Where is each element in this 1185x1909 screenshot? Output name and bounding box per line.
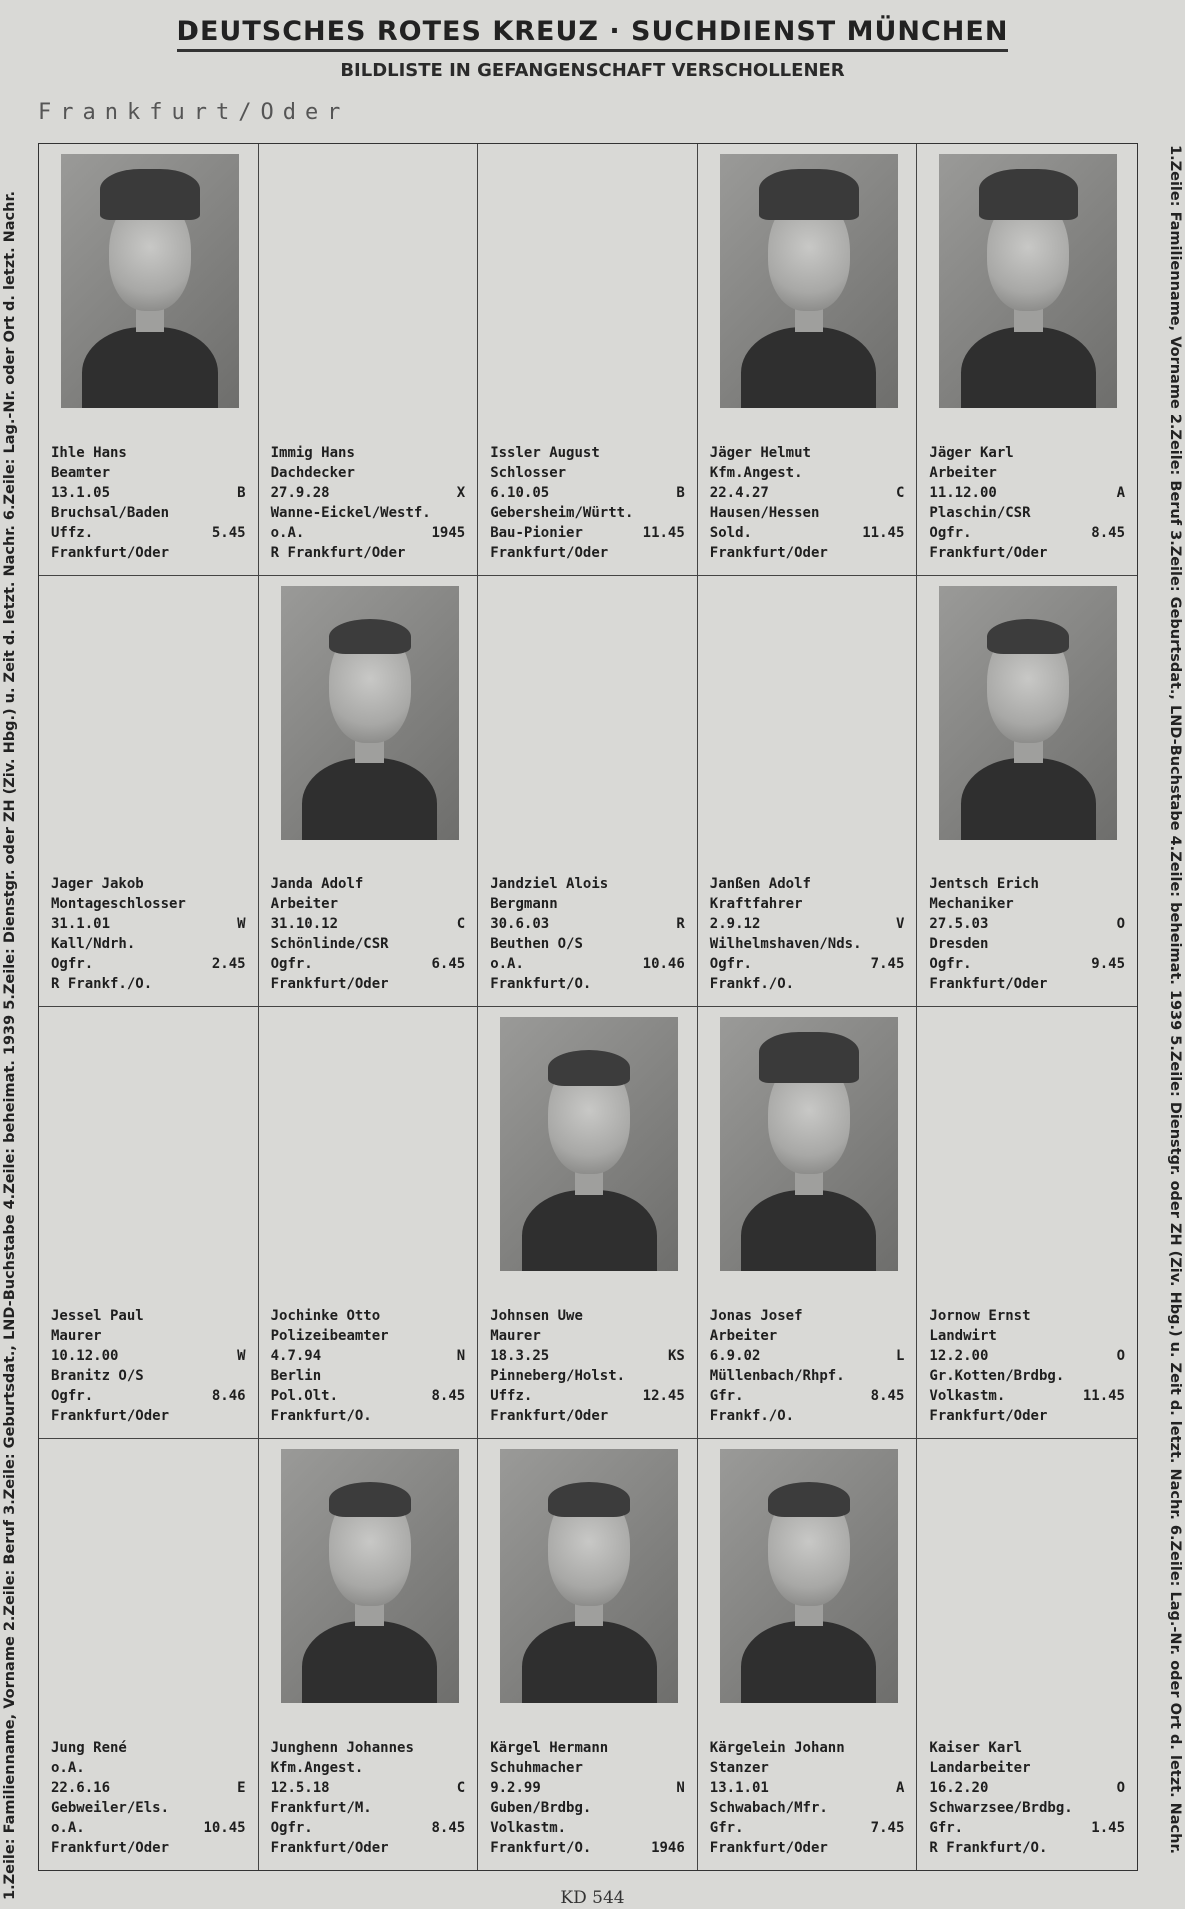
person-hometown: Beuthen O/S [490,936,583,952]
person-card [39,144,259,576]
portrait-photo [939,154,1117,408]
person-lnd-letter: E [237,1780,246,1796]
person-name: Janßen Adolf [709,876,811,892]
person-hometown: Branitz O/S [51,1367,144,1384]
person-name: Kärgel Hermann [490,1740,609,1756]
person-info [929,874,1125,994]
person-name: Janda Adolf [270,876,364,892]
portrait-photo [720,154,898,408]
person-occupation: Arbeiter [709,1327,778,1344]
person-card [39,1007,259,1439]
person-grid [38,143,1138,1871]
person-last-news-place: Frankfurt/Oder [929,1407,1048,1424]
person-last-news-place: Frankfurt/Oder [270,1840,389,1856]
person-last-news-time: 8.45 [431,1387,466,1404]
person-hometown: Hausen/Hessen [709,504,820,521]
person-rank: Ogfr. [51,956,94,972]
person-last-news-time: 10.46 [642,956,685,972]
person-hometown: Schwarzsee/Brdbg. [929,1800,1073,1816]
portrait-photo [500,1449,678,1703]
person-occupation: Arbeiter [929,464,997,481]
person-last-news-time: 7.45 [870,956,905,972]
person-lnd-letter: O [1116,916,1125,932]
person-birthdate: 6.10.05 [490,484,550,501]
person-rank: o.A. [490,956,524,972]
person-lnd-letter: C [895,484,905,501]
person-card [478,144,698,576]
person-birthdate: 30.6.03 [490,916,550,932]
person-name: Jäger Karl [929,444,1014,461]
person-birthdate: 12.5.18 [270,1780,330,1796]
person-occupation: Bergmann [490,896,558,912]
footer-code: KD 544 [560,1888,625,1908]
person-birthdate: 13.1.01 [709,1780,769,1796]
person-birthdate: 13.1.05 [51,484,111,501]
portrait-photo [720,1449,898,1703]
person-rank: o.A. [51,1820,85,1836]
person-last-news-time: 8.45 [870,1387,905,1404]
person-occupation: Mechaniker [929,896,1014,912]
person-name: Jornow Ernst [929,1307,1031,1324]
person-occupation: Dachdecker [270,464,355,481]
person-lnd-letter: C [456,1780,466,1796]
person-occupation: Stanzer [709,1760,769,1776]
person-name: Jonas Josef [709,1307,803,1324]
person-occupation: Kfm.Angest. [709,464,803,481]
person-last-news-place: Frankfurt/Oder [51,1840,170,1856]
person-last-news-place: Frankfurt/Oder [51,544,170,561]
person-lnd-letter: W [237,1347,246,1364]
person-card [917,144,1137,576]
person-lnd-letter: N [456,1347,466,1364]
person-name: Jung René [51,1740,127,1756]
person-occupation: Montageschlosser [51,896,186,912]
person-last-news-time: 8.46 [211,1387,246,1404]
person-info [710,1738,905,1858]
person-name: Johnsen Uwe [490,1307,583,1324]
person-lnd-letter: B [237,484,246,501]
person-card [259,1439,479,1871]
person-last-news-place: Frankfurt/O. [490,976,592,992]
person-occupation: Maurer [490,1327,541,1344]
person-last-news-place: Frankfurt/Oder [490,1407,609,1424]
person-last-news-time: 9.45 [1091,956,1125,972]
person-card [698,1439,918,1871]
person-rank: Ogfr. [270,956,313,972]
person-birthdate: 22.6.16 [51,1780,111,1796]
person-name: Jochinke Otto [270,1307,381,1324]
person-hometown: Dresden [929,936,989,952]
person-rank: o.A. [270,524,305,541]
person-last-news-time: 10.45 [203,1820,246,1836]
person-hometown: Schönlinde/CSR [270,936,389,952]
person-info [271,1738,466,1858]
person-birthdate: 4.7.94 [270,1347,322,1364]
person-birthdate: 18.3.25 [490,1347,550,1364]
person-lnd-letter: O [1116,1347,1125,1364]
person-last-news-place: Frankf./O. [709,976,795,992]
person-card [478,1439,698,1871]
person-last-news-time: 2.45 [211,956,246,972]
person-lnd-letter: C [456,916,466,932]
document-subtitle: BILDLISTE IN GEFANGENSCHAFT VERSCHOLLENER [340,60,845,81]
person-last-news-place: Frankfurt/Oder [709,1840,828,1856]
person-birthdate: 9.2.99 [490,1780,541,1796]
person-info [51,874,246,994]
person-info [490,1306,685,1426]
person-card [917,1439,1137,1871]
person-rank: Gfr. [929,1820,964,1836]
person-last-news-time: 8.45 [431,1820,466,1836]
person-name: Jäger Helmut [709,444,811,461]
person-rank: Ogfr. [51,1387,94,1404]
person-last-news-time: 11.45 [642,524,685,541]
person-birthdate: 27.5.03 [929,916,989,932]
person-last-news-place: Frankfurt/Oder [51,1407,170,1424]
person-last-news-place: R Frankfurt/Oder [270,544,406,561]
person-name: Issler August [490,444,600,461]
person-card [478,576,698,1008]
person-rank: Ogfr. [270,1820,313,1836]
person-card [698,576,918,1008]
person-hometown: Gebersheim/Württ. [490,504,634,521]
person-occupation: o.A. [51,1760,85,1776]
person-last-news-time: 12.45 [642,1387,685,1404]
person-hometown: Kall/Ndrh. [51,936,136,952]
person-hometown: Guben/Brdbg. [490,1800,592,1816]
person-lnd-letter: V [895,916,905,932]
person-occupation: Schlosser [490,464,567,481]
person-occupation: Maurer [51,1327,102,1344]
person-last-news-year: 1946 [651,1840,685,1856]
person-name: Jentsch Erich [929,876,1039,892]
person-name: Kaiser Karl [929,1740,1023,1756]
person-lnd-letter: N [676,1780,685,1796]
person-name: Jessel Paul [51,1307,144,1324]
person-hometown: Gr.Kotten/Brdbg. [929,1367,1065,1384]
person-info [490,1738,685,1858]
person-info [51,443,246,563]
person-lnd-letter: R [676,916,685,932]
person-last-news-time: 11.45 [1082,1387,1125,1404]
person-last-news-time: 8.45 [1091,524,1125,541]
person-hometown: Wanne-Eickel/Westf. [270,504,431,521]
person-last-news-place: Frankfurt/O. [270,1407,372,1424]
person-rank: Gfr. [709,1820,744,1836]
person-card [478,1007,698,1439]
person-lnd-letter: A [895,1780,905,1796]
person-birthdate: 27.9.28 [270,484,330,501]
person-card [259,576,479,1008]
person-lnd-letter: W [237,916,246,932]
person-occupation: Beamter [51,464,111,481]
person-last-news-time: 1945 [431,524,466,541]
person-rank: Sold. [709,524,752,541]
person-last-news-place: Frankfurt/Oder [929,544,1048,561]
person-info [710,1306,905,1426]
person-last-news-place: Frankfurt/Oder [490,544,609,561]
person-last-news-place: R Frankfurt/O. [929,1840,1048,1856]
person-hometown: Bruchsal/Baden [51,504,170,521]
person-rank: Ogfr. [929,524,972,541]
person-hometown: Müllenbach/Rhpf. [709,1367,845,1384]
portrait-photo [939,586,1117,840]
city-heading: Frankfurt/Oder [38,100,350,125]
portrait-photo [500,1017,678,1271]
person-name: Immig Hans [270,444,355,461]
person-last-news-time: 1.45 [1091,1820,1125,1836]
person-name: Jandziel Alois [490,876,609,892]
person-info [51,1306,246,1426]
person-hometown: Berlin [270,1367,322,1384]
person-card [917,576,1137,1008]
person-last-news-place: Frankf./O. [709,1407,795,1424]
person-occupation: Landarbeiter [929,1760,1031,1776]
document-title: DEUTSCHES ROTES KREUZ · SUCHDIENST MÜNCHEN [0,16,1185,47]
person-last-news-place: Frankfurt/Oder [929,976,1048,992]
person-last-news-place: R Frankf./O. [51,976,153,992]
person-occupation: Kraftfahrer [709,896,803,912]
side-legend-right: 1.Zeile: Familienname, Vorname 2.Zeile: Beruf 3.Zeile: Geburtsdat., LND-Buchstabe 4.Zeile: beheimat. 1939 5.Zeile: Dienstgr. oder ZH (Ziv. Hbg.) u. Zeit d. letzt. Nachr. 6.Zeile: Lag.-Nr. oder Ort d. letzt. Nachr. [1167,145,1183,1855]
person-rank: Ogfr. [709,956,752,972]
person-card [39,576,259,1008]
person-rank: Bau-Pionier [490,524,583,541]
person-birthdate: 16.2.20 [929,1780,989,1796]
person-info [929,1738,1125,1858]
person-info [271,443,466,563]
person-name: Ihle Hans [51,444,127,461]
person-rank: Volkastm. [929,1387,1006,1404]
person-name: Kärgelein Johann [709,1740,845,1756]
person-last-news-time: 7.45 [870,1820,905,1836]
person-occupation: Landwirt [929,1327,997,1344]
person-rank: Uffz. [51,524,94,541]
portrait-photo [281,1449,459,1703]
person-lnd-letter: L [895,1347,905,1364]
person-info [271,874,466,994]
person-hometown: Pinneberg/Holst. [490,1367,626,1384]
person-info [490,874,685,994]
person-info [51,1738,246,1858]
person-card [698,144,918,576]
person-card [39,1439,259,1871]
person-birthdate: 12.2.00 [929,1347,989,1364]
person-lnd-letter: B [676,484,685,501]
person-last-news-time: 11.45 [862,524,905,541]
person-lnd-letter: A [1116,484,1125,501]
person-hometown: Schwabach/Mfr. [709,1800,828,1816]
person-last-news-time: 6.45 [431,956,466,972]
person-hometown: Plaschin/CSR [929,504,1031,521]
person-card [917,1007,1137,1439]
person-birthdate: 2.9.12 [709,916,761,932]
person-info [490,443,685,563]
person-last-news-place: Frankfurt/Oder [709,544,828,561]
person-info [710,443,905,563]
person-card [259,144,479,576]
portrait-photo [281,586,459,840]
person-info [929,443,1125,563]
person-occupation: Polizeibeamter [270,1327,389,1344]
person-rank: Uffz. [490,1387,533,1404]
person-hometown: Frankfurt/M. [270,1800,372,1816]
person-info [271,1306,466,1426]
person-last-news-place: Frankfurt/O. [490,1840,592,1856]
person-card [259,1007,479,1439]
person-lnd-letter: O [1116,1780,1125,1796]
person-rank: Pol.Olt. [270,1387,339,1404]
side-legend-left: 1.Zeile: Familienname, Vorname 2.Zeile: Beruf 3.Zeile: Geburtsdat., LND-Buchstabe 4.Zeile: beheimat. 1939 5.Zeile: Dienstgr. oder ZH (Ziv. Hbg.) u. Zeit d. letzt. Nachr. 6.Zeile: Lag.-Nr. oder Ort d. letzt. Nachr. [2,190,18,1900]
person-hometown: Gebweiler/Els. [51,1800,170,1816]
person-occupation: Arbeiter [270,896,339,912]
person-card [698,1007,918,1439]
person-birthdate: 22.4.27 [709,484,769,501]
person-occupation: Kfm.Angest. [270,1760,364,1776]
person-birthdate: 10.12.00 [51,1347,119,1364]
person-lnd-letter: X [456,484,466,501]
person-birthdate: 31.10.12 [270,916,339,932]
person-rank: Volkastm. [490,1820,567,1836]
person-rank: Ogfr. [929,956,972,972]
portrait-photo [720,1017,898,1271]
person-info [710,874,905,994]
person-hometown: Wilhelmshaven/Nds. [709,936,862,952]
person-last-news-place: Frankfurt/Oder [270,976,389,992]
person-info [929,1306,1125,1426]
person-last-news-time: 5.45 [211,524,246,541]
person-birthdate: 31.1.01 [51,916,111,932]
person-rank: Gfr. [709,1387,744,1404]
person-birthdate: 6.9.02 [709,1347,761,1364]
portrait-photo [61,154,239,408]
person-birthdate: 11.12.00 [929,484,997,501]
person-name: Jager Jakob [51,876,144,892]
person-name: Junghenn Johannes [270,1740,414,1756]
person-lnd-letter: KS [667,1347,685,1364]
person-occupation: Schuhmacher [490,1760,583,1776]
